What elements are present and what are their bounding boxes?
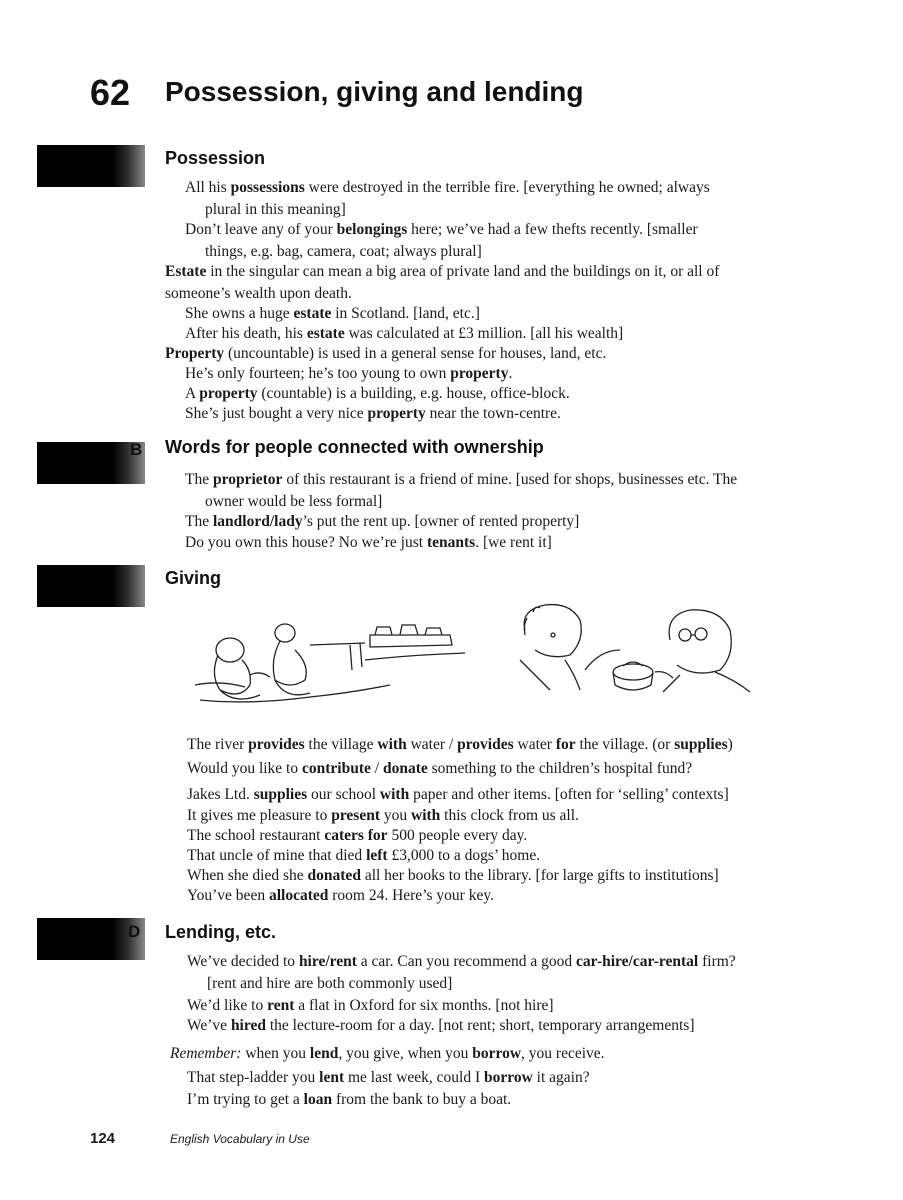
text-segment: I’m trying to get a	[187, 1091, 304, 1108]
section-title-lending: Lending, etc.	[165, 922, 277, 942]
book-title: English Vocabulary in Use	[170, 1132, 310, 1146]
text-line	[185, 384, 570, 404]
text-segment: The school restaurant	[187, 827, 325, 844]
text-segment: someone’s wealth upon death.	[165, 285, 352, 302]
section-title-possession: Possession	[165, 148, 266, 168]
text-segment: . [we rent it]	[475, 534, 552, 551]
text-line	[187, 886, 494, 906]
text-line	[185, 470, 737, 490]
key-word: provides	[248, 736, 305, 753]
text-segment: Would you like to	[187, 760, 302, 777]
text-segment: That uncle of mine that died	[187, 847, 367, 864]
text-segment: We’ve decided to	[187, 953, 299, 970]
text-line	[187, 952, 736, 972]
text-line	[185, 512, 579, 532]
text-segment: it again?	[532, 1069, 590, 1086]
text-segment: room 24. Here’s your key.	[328, 887, 494, 904]
section-title-ownership: Words for people connected with ownership	[165, 437, 544, 457]
text-segment: you	[380, 807, 411, 824]
section-marker-b	[37, 442, 145, 484]
key-word: Property	[165, 345, 225, 362]
text-segment: The river	[187, 736, 249, 753]
key-word: property	[367, 405, 426, 422]
text-segment: We’d like to	[187, 997, 268, 1014]
text-line	[205, 242, 482, 262]
key-word: allocated	[268, 887, 329, 904]
key-word: lend	[309, 1045, 339, 1062]
text-segment: of this restaurant is a friend of mine. [used for shops, businesses etc. The	[282, 471, 738, 488]
text-segment: our school	[307, 786, 380, 803]
key-word: lent	[319, 1069, 345, 1086]
text-segment: The	[185, 513, 213, 530]
text-segment: here; we’ve had a few thefts recently. [smaller	[407, 221, 698, 238]
text-line	[165, 284, 352, 304]
text-segment: She owns a huge	[185, 305, 294, 322]
text-line	[165, 262, 719, 282]
key-word: with	[411, 807, 441, 824]
text-segment: something to the children’s hospital fund?	[427, 760, 693, 777]
text-line	[185, 533, 552, 553]
text-segment: He’s only fourteen; he’s too young to own	[185, 365, 451, 382]
text-segment: We’ve	[187, 1017, 231, 1034]
text-segment: )	[727, 736, 733, 753]
text-line	[187, 996, 554, 1016]
unit-number: 62	[90, 72, 131, 113]
text-line	[187, 1090, 511, 1110]
text-segment: After his death, his	[185, 325, 307, 342]
key-word: hire/rent	[298, 953, 357, 970]
gift-giving-illustration	[505, 600, 755, 695]
section-marker-a	[37, 145, 145, 187]
text-segment: When she died she	[187, 867, 308, 884]
text-line	[205, 492, 382, 512]
key-word: loan	[303, 1091, 333, 1108]
key-word: supplies	[253, 786, 308, 803]
key-word: for	[555, 736, 576, 753]
text-segment: this clock from us all.	[440, 807, 579, 824]
section-marker-c	[37, 565, 145, 607]
key-word: property	[199, 385, 258, 402]
text-line	[185, 220, 698, 240]
text-segment: (uncountable) is used in a general sense for houses, land, etc.	[224, 345, 607, 362]
text-segment: near the town-centre.	[425, 405, 561, 422]
river-village-illustration	[190, 605, 475, 710]
text-line	[185, 364, 512, 384]
text-segment: , you receive.	[521, 1045, 605, 1062]
key-word: supplies	[674, 736, 728, 753]
text-segment: water /	[406, 736, 458, 753]
text-segment: from the bank to buy a boat.	[332, 1091, 512, 1108]
text-line	[185, 404, 561, 424]
text-line	[185, 178, 710, 198]
text-segment: Remember:	[170, 1045, 242, 1062]
text-segment: things, e.g. bag, camera, coat; always plural]	[205, 243, 482, 260]
key-word: with	[379, 786, 410, 803]
text-segment: the lecture-room for a day. [not rent; short, temporary arrangements]	[265, 1017, 695, 1034]
key-word: with	[377, 736, 407, 753]
text-segment: (countable) is a building, e.g. house, office-block.	[257, 385, 570, 402]
text-line	[185, 324, 623, 344]
key-word: proprietor	[212, 471, 283, 488]
key-word: caters for	[324, 827, 388, 844]
text-segment: was calculated at £3 million. [all his wealth]	[344, 325, 624, 342]
text-segment: the village	[304, 736, 378, 753]
text-segment: Jakes Ltd.	[187, 786, 254, 803]
text-segment: It gives me pleasure to	[187, 807, 332, 824]
page-number: 124	[90, 1130, 116, 1147]
text-segment: [rent and hire are both commonly used]	[207, 975, 453, 992]
text-line	[187, 785, 729, 805]
text-line	[187, 806, 579, 826]
text-line	[187, 1016, 695, 1036]
key-word: borrow	[484, 1069, 533, 1086]
key-word: Estate	[165, 263, 207, 280]
key-word: contribute	[302, 760, 371, 777]
text-segment: the village. (or	[575, 736, 675, 753]
section-letter-b: B	[130, 440, 143, 459]
key-word: estate	[306, 325, 345, 342]
key-word: property	[450, 365, 509, 382]
section-letter-d: D	[128, 922, 141, 941]
key-word: estate	[293, 305, 332, 322]
text-segment: me last week, could I	[344, 1069, 484, 1086]
text-line	[170, 1044, 605, 1064]
text-line	[207, 974, 452, 994]
text-segment: in Scotland. [land, etc.]	[331, 305, 480, 322]
text-segment: All his	[185, 179, 231, 196]
unit-title: Possession, giving and lending	[165, 76, 584, 107]
key-word: borrow	[472, 1045, 522, 1062]
text-segment: a flat in Oxford for six months. [not hire]	[294, 997, 554, 1014]
text-segment: /	[370, 760, 383, 777]
section-title-giving: Giving	[165, 568, 222, 588]
text-segment: in the singular can mean a big area of private land and the buildings on it, or all of	[206, 263, 720, 280]
text-segment: Do you own this house? No we’re just	[185, 534, 427, 551]
text-segment: paper and other items. [often for ‘selling’ contexts]	[409, 786, 729, 803]
text-segment: , you give, when you	[338, 1045, 473, 1062]
key-word: donated	[307, 867, 361, 884]
text-line	[205, 200, 346, 220]
text-segment: That step-ladder you	[187, 1069, 320, 1086]
text-segment: The	[185, 471, 213, 488]
key-word: car-hire/car-rental	[576, 953, 699, 970]
text-segment: You’ve been	[187, 887, 269, 904]
key-word: rent	[267, 997, 295, 1014]
text-line	[187, 735, 733, 755]
text-line	[187, 1068, 590, 1088]
key-word: possessions	[230, 179, 305, 196]
text-segment: .	[508, 365, 513, 382]
key-word: left	[366, 847, 388, 864]
key-word: provides	[457, 736, 514, 753]
text-line	[165, 344, 606, 364]
text-segment: a car. Can you recommend a good	[356, 953, 577, 970]
text-segment: A	[185, 385, 200, 402]
text-line	[187, 826, 527, 846]
text-line	[187, 866, 719, 886]
text-segment: were destroyed in the terrible fire. [everything he owned; always	[304, 179, 710, 196]
text-segment: Don’t leave any of your	[185, 221, 337, 238]
text-segment: ’s put the rent up. [owner of rented property]	[302, 513, 580, 530]
key-word: tenants	[426, 534, 476, 551]
text-segment: water	[513, 736, 556, 753]
text-segment: when you	[241, 1045, 310, 1062]
text-segment: owner would be less formal]	[205, 493, 383, 510]
key-word: donate	[382, 760, 428, 777]
text-segment: She’s just bought a very nice	[185, 405, 368, 422]
key-word: hired	[230, 1017, 266, 1034]
text-segment: plural in this meaning]	[205, 201, 346, 218]
text-segment: firm?	[698, 953, 736, 970]
text-line	[187, 846, 540, 866]
key-word: belongings	[336, 221, 408, 238]
text-segment: all her books to the library. [for large gifts to institutions]	[360, 867, 719, 884]
text-line	[185, 304, 480, 324]
key-word: present	[331, 807, 380, 824]
text-line	[187, 759, 692, 779]
text-segment: 500 people every day.	[387, 827, 528, 844]
text-segment: £3,000 to a dogs’ home.	[387, 847, 541, 864]
key-word: landlord/lady	[212, 513, 303, 530]
